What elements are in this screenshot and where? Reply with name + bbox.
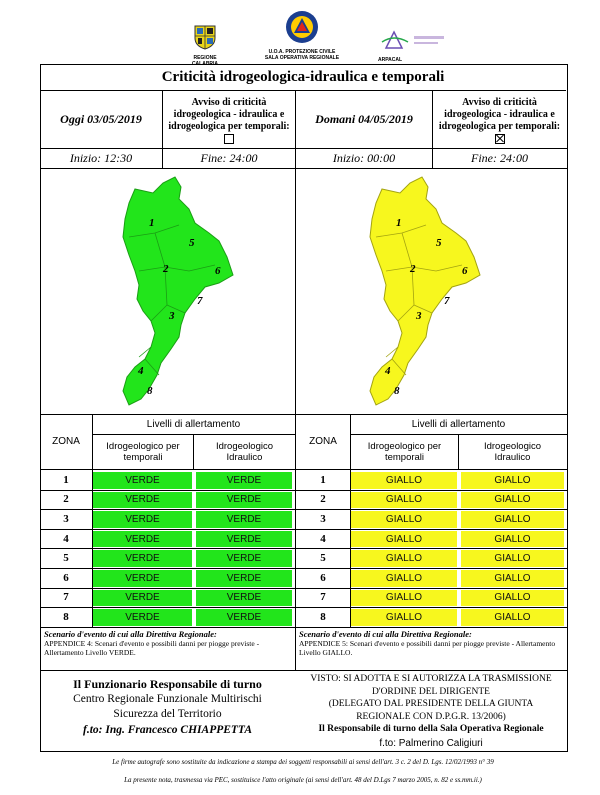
tomorrow-level-temporali: GIALLO — [351, 550, 457, 567]
tomorrow-avviso — [433, 92, 566, 148]
today-col1-header: Idrogeologico per temporali — [106, 440, 180, 463]
footer-left — [40, 676, 295, 738]
arpacal-emblem-icon — [378, 30, 448, 52]
tomorrow-zone-number: 5 — [320, 552, 326, 565]
note-pec: La presente nota, trasmessa via PEC, sostituisce l'atto originale (ai sensi dell'art. 48 del D.Lgs 7 marzo 2005, n. 82 e ss.mm.ii.) — [124, 776, 482, 784]
divider-table — [40, 627, 567, 628]
today-level-temporali: VERDE — [93, 570, 192, 587]
tomorrow-map-zone-label: 4 — [385, 365, 391, 377]
tomorrow-zone-number: 3 — [320, 512, 326, 525]
today-map-zone-label: 8 — [147, 385, 153, 397]
tomorrow-map — [352, 175, 502, 410]
tomorrow-zone-number: 2 — [320, 493, 326, 506]
today-scenario-text: APPENDICE 4: Scenari d'evento e possibili danni per piogge previste - Allertamento Livello VERDE. — [44, 639, 260, 657]
tomorrow-level-temporali: GIALLO — [351, 492, 457, 509]
tomorrow-zone-number: 1 — [320, 473, 326, 486]
footer-left-line3: Sicurezza del Territorio — [113, 708, 222, 720]
tomorrow-zone-number: 7 — [320, 591, 326, 604]
footer-right-line4: REGIONALE CON D.P.G.R. 13/2006) — [356, 711, 506, 722]
today-map-zone-label: 4 — [138, 365, 144, 377]
tomorrow-map-zone-label: 1 — [396, 217, 402, 229]
footer-right — [296, 673, 566, 751]
today-level-temporali: VERDE — [93, 511, 192, 528]
today-map-zone-label: 1 — [149, 217, 155, 229]
today-map — [105, 175, 255, 410]
footer-right-signature: f.to: Palmerino Caligiuri — [379, 738, 483, 749]
today-zone-number: 8 — [63, 610, 69, 623]
today-zona-header: ZONA — [52, 436, 80, 447]
tomorrow-zone-number: 8 — [320, 610, 326, 623]
today-level-temporali: VERDE — [93, 550, 192, 567]
tomorrow-level-idraulico: GIALLO — [461, 531, 564, 548]
tomorrow-scenario-text: APPENDICE 5: Scenari d'evento e possibili danni per piogge previste - Allertamento Livello GIALLO. — [299, 639, 556, 657]
arpacal-caption: ARPACAL — [378, 57, 403, 63]
footer-left-line2: Centro Regionale Funzionale Multirischi — [73, 693, 262, 705]
today-map-zone-label: 2 — [163, 263, 169, 275]
today-map-zone-label: 3 — [169, 310, 175, 322]
protezione-civile-caption-1: U.O.A. PROTEZIONE CIVILE — [268, 49, 336, 55]
divider-time — [40, 168, 567, 169]
today-level-idraulico: VERDE — [196, 570, 292, 587]
today-level-idraulico: VERDE — [196, 550, 292, 567]
tomorrow-level-temporali: GIALLO — [351, 472, 457, 489]
tomorrow-scenario-heading: Scenario d'evento di cui alla Direttiva Regionale: — [299, 629, 472, 639]
today-zone-number: 5 — [63, 552, 69, 565]
today-zone-number: 4 — [63, 532, 69, 545]
tomorrow-level-temporali: GIALLO — [351, 531, 457, 548]
today-zone-number: 6 — [63, 571, 69, 584]
tomorrow-level-idraulico: GIALLO — [461, 570, 564, 587]
today-level-temporali: VERDE — [93, 531, 192, 548]
note-firme: Le firme autografe sono sostituite da indicazione a stampa dei soggetti responsabili ai sensi dell'art. 3 c. 2 del D. Lgs. 12/02/1993 n° 39 — [112, 758, 494, 766]
tomorrow-fine: Fine: 24:00 — [471, 150, 528, 165]
bulletin-title: Criticità idrogeologica-idraulica e temporali — [40, 64, 566, 91]
tomorrow-map-zone-label: 3 — [416, 310, 422, 322]
tomorrow-map-zone-label: 2 — [410, 263, 416, 275]
today-level-idraulico: VERDE — [196, 511, 292, 528]
footer-right-line2: D'ORDINE DEL DIRIGENTE — [372, 686, 490, 697]
protezione-civile-logo — [260, 10, 344, 61]
footer-left-title: Il Funzionario Responsabile di turno — [73, 677, 262, 691]
today-avviso-checkbox — [224, 134, 234, 144]
arpacal-logo — [378, 30, 448, 63]
today-level-temporali: VERDE — [93, 492, 192, 509]
regione-calabria-caption: REGIONE CALABRIA — [191, 55, 219, 67]
footer-right-line1: VISTO: SI ADOTTA E SI AUTORIZZA LA TRASMISSIONE — [310, 674, 552, 684]
footer-right-line5: Il Responsabile di turno della Sala Operativa Regionale — [318, 724, 544, 734]
tomorrow-level-idraulico: GIALLO — [461, 472, 564, 489]
footer-right-line3: (DELEGATO DAL PRESIDENTE DELLA GIUNTA — [328, 699, 534, 709]
tomorrow-avviso-text: Avviso di criticità idrogeologica - idraulica e idrogeologica per temporali: — [438, 96, 561, 132]
tomorrow-map-zone-label: 5 — [436, 237, 442, 249]
today-zone-number: 1 — [63, 473, 69, 486]
tomorrow-level-temporali: GIALLO — [351, 609, 457, 626]
footer-left-signature: f.to: Ing. Francesco CHIAPPETTA — [83, 724, 252, 736]
header-logos — [0, 0, 600, 67]
tomorrow-level-temporali: GIALLO — [351, 590, 457, 607]
tomorrow-zone-number: 6 — [320, 571, 326, 584]
today-map-zone-label: 6 — [215, 265, 221, 277]
today-zone-number: 2 — [63, 493, 69, 506]
today-fine: Fine: 24:00 — [200, 150, 258, 165]
today-avviso-text: Avviso di criticità idrogeologica - idraulica e idrogeologica per temporali: — [168, 96, 290, 132]
today-scenario-heading: Scenario d'evento di cui alla Direttiva Regionale: — [44, 629, 217, 639]
tomorrow-col2-header: Idrogeologico Idraulico — [483, 440, 542, 463]
tomorrow-scenario — [299, 630, 563, 657]
today-map-zone-label: 7 — [197, 295, 203, 307]
regione-calabria-shield-icon — [192, 24, 218, 50]
tomorrow-level-idraulico: GIALLO — [461, 511, 564, 528]
protezione-civile-caption-2: SALA OPERATIVA REGIONALE — [264, 55, 340, 61]
today-map-zone-label: 5 — [189, 237, 195, 249]
tomorrow-level-temporali: GIALLO — [351, 511, 457, 528]
today-avviso — [163, 92, 295, 148]
protezione-civile-emblem-icon — [285, 10, 319, 44]
today-level-temporali: VERDE — [93, 472, 192, 489]
today-date: Oggi 03/05/2019 — [60, 111, 142, 126]
tomorrow-livelli-header: Livelli di allertamento — [411, 418, 506, 430]
tomorrow-level-idraulico: GIALLO — [461, 609, 564, 626]
today-zone-number: 3 — [63, 512, 69, 525]
today-level-idraulico: VERDE — [196, 590, 292, 607]
divider-scenario — [40, 670, 567, 671]
today-scenario — [44, 630, 292, 657]
today-inizio: Inizio: 12:30 — [69, 150, 133, 165]
tomorrow-col1-header: Idrogeologico per temporali — [367, 440, 442, 463]
today-col2-header: Idrogeologico Idraulico — [215, 440, 274, 463]
tomorrow-level-idraulico: GIALLO — [461, 550, 564, 567]
tomorrow-avviso-checkbox — [495, 134, 505, 144]
tomorrow-level-temporali: GIALLO — [351, 570, 457, 587]
tomorrow-date: Domani 04/05/2019 — [315, 111, 413, 126]
regione-calabria-logo — [180, 24, 230, 67]
today-zone-number: 7 — [63, 591, 69, 604]
today-level-idraulico: VERDE — [196, 609, 292, 626]
today-level-idraulico: VERDE — [196, 472, 292, 489]
today-level-idraulico: VERDE — [196, 531, 292, 548]
tomorrow-level-idraulico: GIALLO — [461, 492, 564, 509]
today-level-idraulico: VERDE — [196, 492, 292, 509]
tomorrow-map-zone-label: 7 — [444, 295, 450, 307]
tomorrow-map-zone-label: 6 — [462, 265, 468, 277]
tomorrow-level-idraulico: GIALLO — [461, 590, 564, 607]
tomorrow-map-zone-label: 8 — [394, 385, 400, 397]
tomorrow-zone-number: 4 — [320, 532, 326, 545]
today-livelli-header: Livelli di allertamento — [146, 418, 241, 430]
tomorrow-inizio: Inizio: 00:00 — [332, 150, 396, 165]
today-level-temporali: VERDE — [93, 609, 192, 626]
today-level-temporali: VERDE — [93, 590, 192, 607]
tomorrow-zona-header: ZONA — [309, 436, 337, 447]
